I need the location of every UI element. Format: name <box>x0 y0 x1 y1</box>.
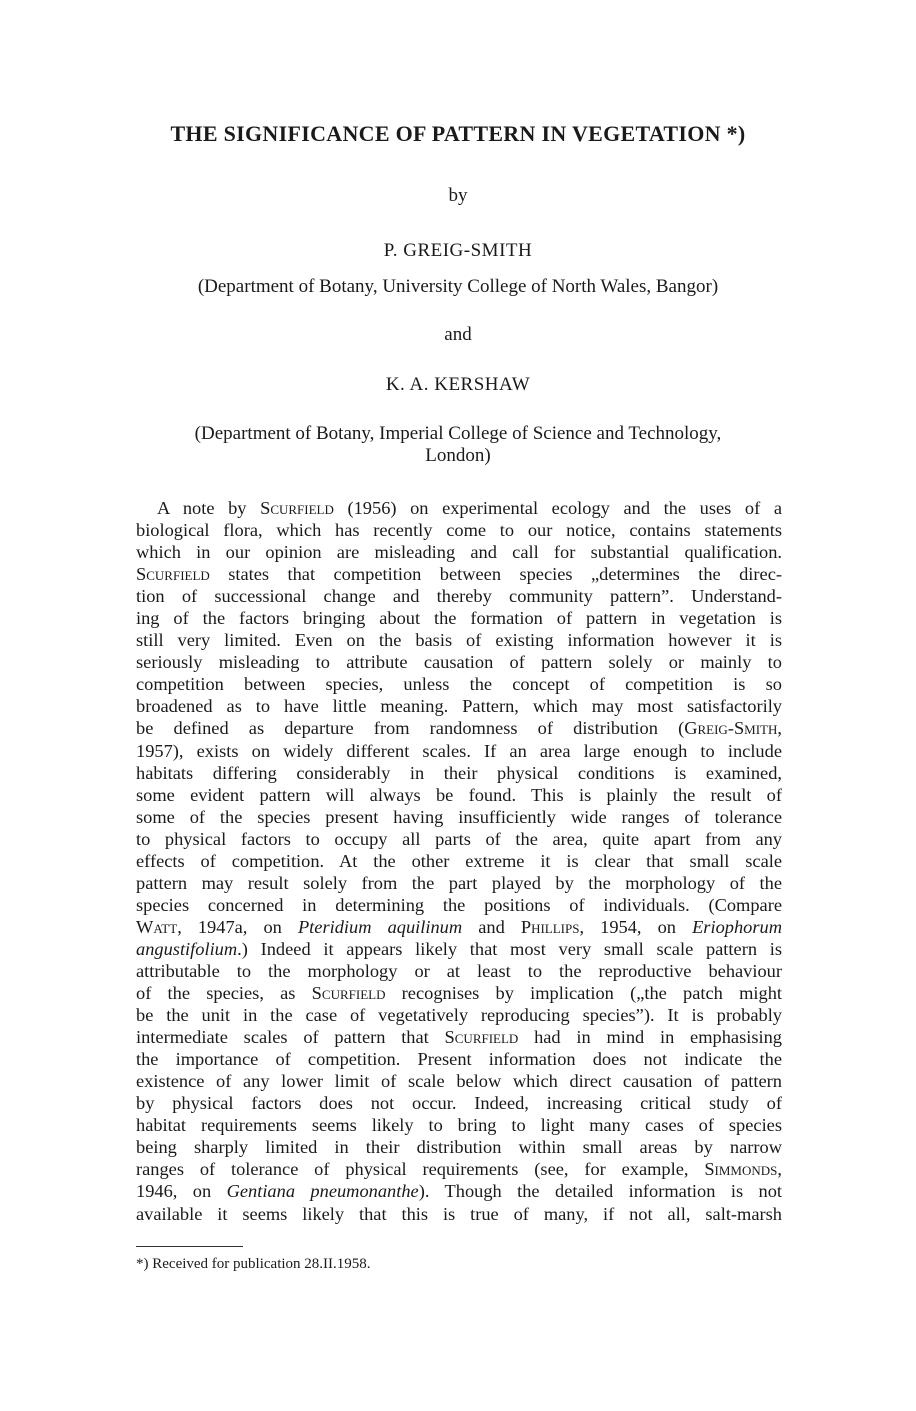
text-line: which in our opinion are misleading and call for substantial qualification. <box>136 542 782 563</box>
author-kershaw: K. A. KERSHAW <box>385 374 531 395</box>
species-name: angustifolium <box>136 938 238 959</box>
species-name: Pteridium aquilinum <box>297 916 463 937</box>
text-line: ing of the factors bringing about the formation of pattern in vegetation is <box>136 608 782 629</box>
text-line: Watt, 1947a, on Pteridium aquilinum and Phillips, 1954, on Eriophorum <box>136 916 782 937</box>
affiliation-imperial-line1: (Department of Botany, Imperial College of Science and Technology, <box>194 423 722 444</box>
author-citation: Watt <box>136 916 178 937</box>
text-line: intermediate scales of pattern that Scurfield had in mind in emphasising <box>136 1027 782 1048</box>
text-line: be defined as departure from randomness of distribution (Greig-Smith, <box>136 718 782 739</box>
text-line: being sharply limited in their distribution within small areas by narrow <box>136 1137 782 1158</box>
species-name: Eriophorum <box>692 916 782 937</box>
body-paragraph <box>136 497 782 1225</box>
author-citation: Phillips <box>520 916 580 937</box>
text-line: species concerned in determining the positions of individuals. (Compare <box>136 894 782 915</box>
author-citation: Scurfield <box>311 983 386 1004</box>
text-line: be the unit in the case of vegetatively reproducing species”). It is probably <box>136 1005 782 1026</box>
author-citation: Simmonds <box>704 1159 778 1180</box>
text-line: seriously misleading to attribute causation of pattern solely or mainly to <box>136 652 782 673</box>
text-line: broadened as to have little meaning. Pattern, which may most satisfactorily <box>136 696 782 717</box>
paper-title: THE SIGNIFICANCE OF PATTERN IN VEGETATION *) <box>170 121 746 146</box>
text-line: to physical factors to occupy all parts of the area, quite apart from any <box>136 828 782 849</box>
text-line: competition between species, unless the concept of competition is so <box>136 674 782 695</box>
affiliation-bangor: (Department of Botany, University College of North Wales, Bangor) <box>197 276 719 297</box>
text-line: ranges of tolerance of physical requirements (see, for example, Simmonds, <box>136 1159 782 1180</box>
text-line: some of the species present having insufficiently wide ranges of tolerance <box>136 806 782 827</box>
text-line: still very limited. Even on the basis of existing information however it is <box>136 630 782 651</box>
text-line: Scurfield states that competition between species „determines the direc- <box>136 564 782 585</box>
text-line: tion of successional change and thereby community pattern”. Understand- <box>136 586 782 607</box>
text-line: of the species, as Scurfield recognises by implication („the patch might <box>136 983 783 1004</box>
affiliation-imperial-line2: London) <box>425 445 491 466</box>
text-line: available it seems likely that this is true of many, if not all, salt-marsh <box>136 1203 782 1224</box>
text-line: habitat requirements seems likely to bring to light many cases of species <box>136 1115 782 1136</box>
by-line: by <box>448 185 468 206</box>
text-line: habitats differing considerably in their physical conditions is examined, <box>136 762 782 783</box>
text-line: attributable to the morphology or at least to the reproductive behaviour <box>136 960 782 981</box>
author-citation: Scurfield <box>444 1027 519 1048</box>
text-line: the importance of competition. Present information does not indicate the <box>136 1049 782 1070</box>
author-greig-smith: P. GREIG-SMITH <box>383 240 533 261</box>
text-line: 1946, on Gentiana pneumonanthe). Though the detailed information is not <box>136 1181 783 1202</box>
text-line: 1957), exists on widely different scales. If an area large enough to include <box>136 740 782 761</box>
footnote-rule <box>136 1246 243 1247</box>
text-line: biological flora, which has recently come to our notice, contains statements <box>136 520 782 541</box>
text-line: A note by Scurfield (1956) on experimental ecology and the uses of a <box>157 498 782 518</box>
text-line: existence of any lower limit of scale below which direct causation of pattern <box>136 1071 782 1092</box>
and-line: and <box>444 324 472 345</box>
text-line: effects of competition. At the other extreme it is clear that small scale <box>136 850 782 871</box>
text-line: by physical factors does not occur. Indeed, increasing critical study of <box>136 1093 782 1114</box>
species-name: Gentiana pneumonanthe <box>226 1181 419 1202</box>
text-line: pattern may result solely from the part played by the morphology of the <box>136 872 782 893</box>
text-line: some evident pattern will always be found. This is plainly the result of <box>136 784 782 805</box>
footnote: *) Received for publication 28.II.1958. <box>136 1256 371 1272</box>
text-line: angustifolium.) Indeed it appears likely that most very small scale pattern is <box>136 938 782 959</box>
author-citation: Greig-Smith <box>684 718 778 739</box>
author-citation: Scurfield <box>260 498 334 518</box>
author-citation: Scurfield <box>136 564 210 585</box>
